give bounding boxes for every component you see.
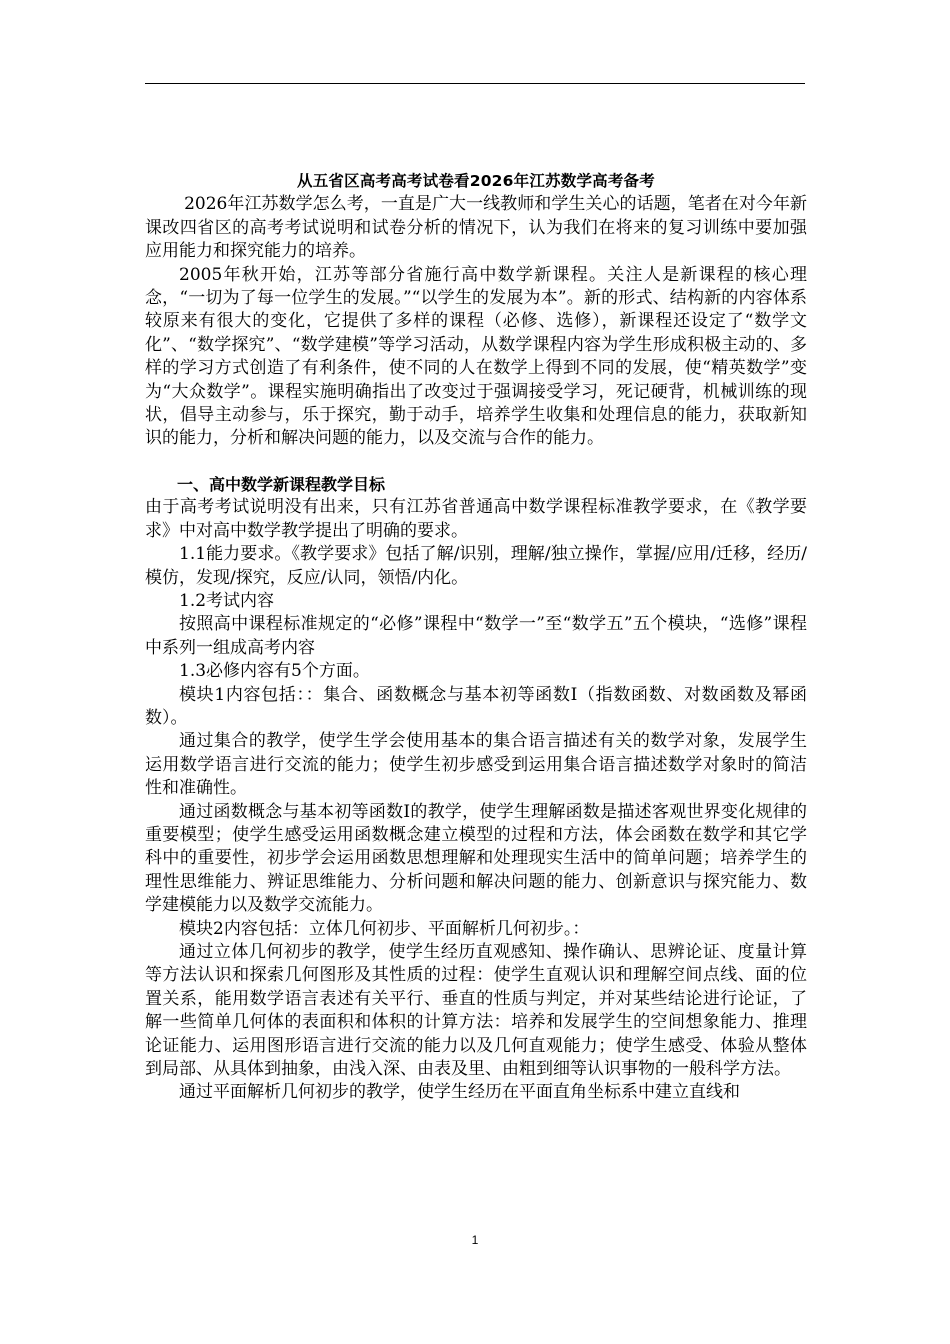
section-paragraph-5: 1.3必修内容有5个方面。 — [179, 661, 370, 682]
header-rule — [145, 83, 805, 84]
section-paragraph-2: 1.1能力要求。《教学要求》包括了解/识别，理解/独立操作，掌握/应用/迁移，经历/模仿，发现/探究，反应/认同，领悟/内化。 — [145, 544, 807, 588]
intro-paragraph-1: 2026年江苏数学怎么考，一直是广大一线教师和学生关心的话题，笔者在对今年新课改四省区的高考考试说明和试卷分析的情况下，认为我们在将来的复习训练中要加强应用能力和探究能力的培养。 — [145, 194, 807, 262]
page-number: 1 — [471, 1233, 479, 1247]
intro-paragraph-2: 2005年秋开始，江苏等部分省施行高中数学新课程。关注人是新课程的核心理念，“一切为了每一位学生的发展。”“以学生的发展为本”。新的形式、结构新的内容体系较原来有很大的变化，它提供了多样的课程（必修、选修），新课程还设定了“数学文化”、“数学探究”、“数学建模”等学习活动，从数学课程内容为学生形成积极主动的、多样的学习方式创造了有利条件，使不同的人在数学上得到不同的发展，使“精英数学”变为“大众数学”。课程实施明确指出了改变过于强调接受学习，死记硬背，机械训练的现状，倡导主动参与，乐于探究，勤于动手，培养学生收集和处理信息的能力，获取新知识的能力，分析和解决问题的能力，以及交流与合作的能力。 — [145, 264, 807, 449]
document-body — [145, 170, 807, 1105]
section-paragraph-1: 由于高考考试说明没有出来，只有江苏省普通高中数学课程标准教学要求，在《教学要求》中对高中数学教学提出了明确的要求。 — [145, 497, 807, 541]
section-paragraph-9: 模块2内容包括：立体几何初步、平面解析几何初步。： — [179, 918, 590, 939]
section-paragraph-11: 通过平面解析几何初步的教学，使学生经历在平面直角坐标系中建立直线和 — [179, 1082, 740, 1103]
section-paragraph-6: 模块1内容包括：：集合、函数概念与基本初等函数Ⅰ（指数函数、对数函数及幂函数）。 — [145, 684, 807, 728]
section-heading: 一、高中数学新课程教学目标 — [177, 474, 386, 494]
section-paragraph-10: 通过立体几何初步的教学，使学生经历直观感知、操作确认、思辨论证、度量计算等方法认识和探索几何图形及其性质的过程：使学生直观认识和理解空间点线、面的位置关系，能用数学语言表述有关平行、垂直的性质与判定，并对某些结论进行论证，了解一些简单几何体的表面积和体积的计算方法：培养和发展学生的空间想象能力、推理论证能力、运用图形语言进行交流的能力以及几何直观能力；使学生感受、体验从整体到局部、从具体到抽象，由浅入深、由表及里、由粗到细等认识事物的一般科学方法。 — [145, 942, 807, 1080]
document-title: 从五省区高考高考试卷看2026年江苏数学高考备考 — [297, 172, 655, 190]
section-paragraph-7: 通过集合的教学，使学生学会使用基本的集合语言描述有关的数学对象，发展学生运用数学语言进行交流的能力；使学生初步感受到运用集合语言描述数学对象时的简洁性和准确性。 — [145, 731, 807, 799]
section-paragraph-4: 按照高中课程标准规定的“必修”课程中“数学一”至“数学五”五个模块，“选修”课程中系列一组成高考内容 — [145, 614, 807, 658]
section-paragraph-8: 通过函数概念与基本初等函数Ⅰ的教学，使学生理解函数是描述客观世界变化规律的重要模型；使学生感受运用函数概念建立模型的过程和方法，体会函数在数学和其它学科中的重要性，初步学会运用函数思想理解和处理现实生活中的简单问题；培养学生的理性思维能力、辨证思维能力、分析问题和解决问题的能力、创新意识与探究能力、数学建模能力以及数学交流能力。 — [145, 801, 807, 916]
section-paragraph-3: 1.2考试内容 — [179, 590, 275, 611]
